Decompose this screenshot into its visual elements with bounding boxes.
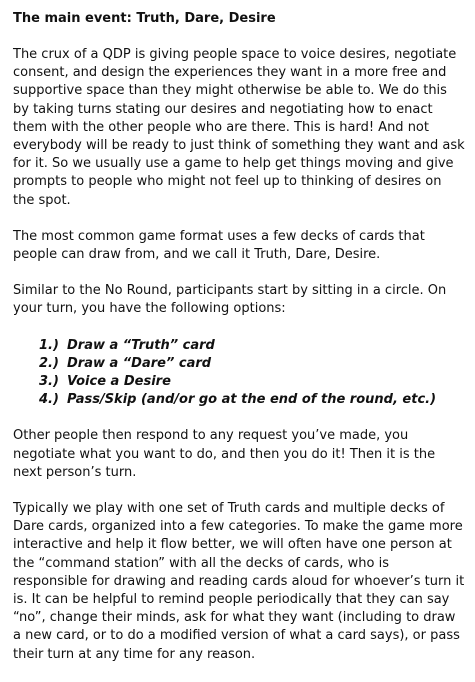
document-page: [13, 10, 465, 682]
list-item-text: Pass/Skip (and/or go at the end of the round, etc.): [67, 392, 437, 408]
list-item-number: 4.): [39, 392, 59, 408]
section-heading: The main event: Truth, Dare, Desire: [13, 11, 276, 26]
paragraph-game-format: The most common game format uses a few decks of cards that people can draw from, and we call it Truth, Dare, Desire.: [13, 228, 425, 263]
list-item-text: Voice a Desire: [67, 374, 171, 390]
list-item: [39, 337, 465, 355]
options-list: [13, 337, 465, 410]
paragraph-intro: The crux of a QDP is giving people space to voice desires, negotiate consent, and design the experiences they want in a more free and supportive space than they might otherwise be able to. We do this by taking turns stating our desires and negotiating how to enact them with the other people who are there. This is hard! And not everybody will be ready to just think of something they want and ask for it. So we usually use a game to help get things moving and give prompts to people who might not feel up to thinking of desires on the spot.: [13, 47, 465, 208]
list-item-number: 2.): [39, 355, 59, 371]
paragraph-response: Other people then respond to any request you’ve made, you negotiate what you want to do, and then you do it! Then it is the next person’s turn.: [13, 428, 436, 480]
list-item-text: Draw a “Dare” card: [67, 355, 212, 371]
list-item: [39, 355, 465, 373]
paragraph-typical-play: Typically we play with one set of Truth cards and multiple decks of Dare cards, organized into a few categories. To make the game more interactive and help it flow better, we will often have one person at the “command station” with all the decks of cards, who is responsible for drawing and reading cards aloud for whoever’s turn it is. It can be helpful to remind people periodically that they can say “no”, change their minds, ask for what they want (including to draw a new card, or to do a modified version of what a card says), or pass their turn at any time for any reason.: [13, 501, 465, 662]
list-item: [39, 373, 465, 391]
list-item-number: 3.): [39, 374, 59, 390]
list-item: [39, 391, 465, 409]
paragraph-options-lead: Similar to the No Round, participants start by sitting in a circle. On your turn, you have the following options:: [13, 283, 447, 317]
list-item-text: Draw a “Truth” card: [67, 337, 215, 353]
list-item-number: 1.): [39, 337, 59, 353]
